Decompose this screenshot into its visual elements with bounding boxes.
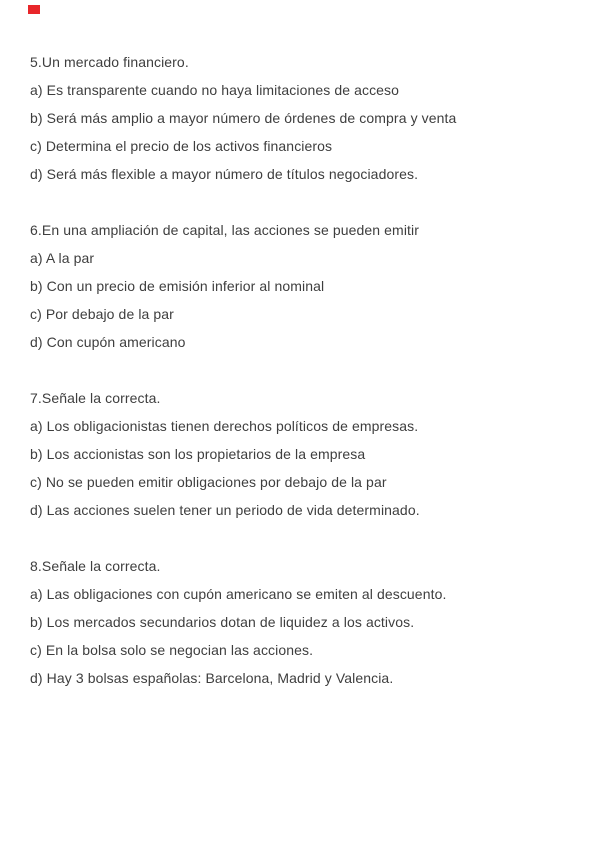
question-option: a) A la par [30,250,95,266]
question-option: a) Las obligaciones con cupón americano se emiten al descuento. [30,586,447,602]
question-option: c) Por debajo de la par [30,306,174,322]
question-title: 5.Un mercado financiero. [30,54,189,70]
question-option: c) No se pueden emitir obligaciones por debajo de la par [30,474,387,490]
question-block [30,216,584,356]
page-corner-red-mark [28,5,40,14]
question-title: 8.Señale la correcta. [30,558,161,574]
question-option: a) Los obligacionistas tienen derechos políticos de empresas. [30,418,419,434]
question-option: d) Con cupón americano [30,334,186,350]
question-block [30,384,584,524]
question-option: d) Será más flexible a mayor número de títulos negociadores. [30,166,419,182]
question-option: a) Es transparente cuando no haya limitaciones de acceso [30,82,400,98]
question-block [30,552,584,692]
question-option: b) Los mercados secundarios dotan de liquidez a los activos. [30,614,415,630]
questions-list [30,48,584,720]
question-option: c) Determina el precio de los activos financieros [30,138,333,154]
question-block [30,48,584,188]
question-option: d) Las acciones suelen tener un periodo de vida determinado. [30,502,420,518]
question-option: b) Con un precio de emisión inferior al nominal [30,278,325,294]
question-title: 6.En una ampliación de capital, las acciones se pueden emitir [30,222,419,238]
question-option: c) En la bolsa solo se negocian las acciones. [30,642,314,658]
question-title: 7.Señale la correcta. [30,390,161,406]
question-option: b) Será más amplio a mayor número de órdenes de compra y venta [30,110,457,126]
question-option: d) Hay 3 bolsas españolas: Barcelona, Madrid y Valencia. [30,670,394,686]
question-option: b) Los accionistas son los propietarios de la empresa [30,446,366,462]
